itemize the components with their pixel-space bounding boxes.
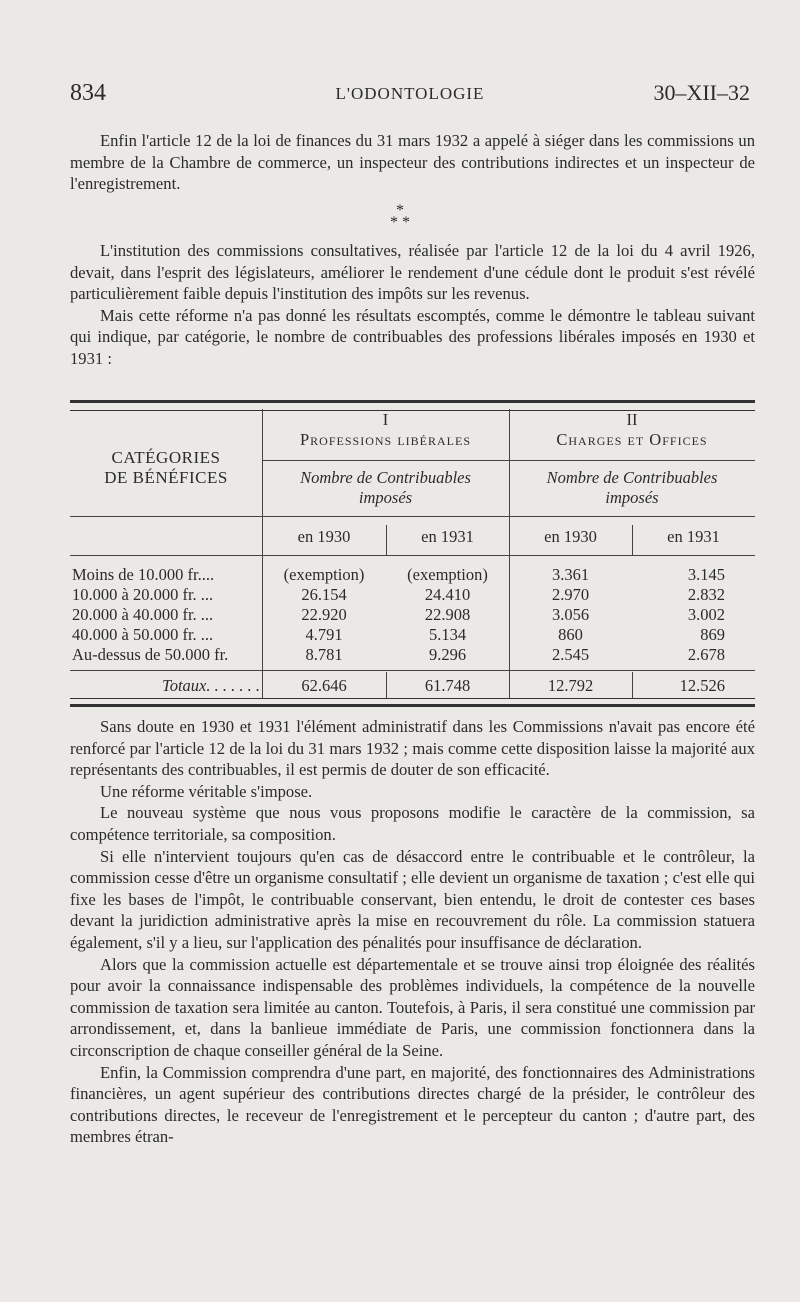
row-label: 40.000 à 50.000 fr. ... xyxy=(72,625,214,644)
asterisk-top: * xyxy=(396,202,404,219)
paragraph-text: Si elle n'intervient toujours qu'en cas de désaccord entre le contribuable et le contrôleur, la commission cesse d'être un organisme consultatif ; elle devient un organisme de taxation ; c'est elle qui fixe les bases de l'impôt, le contribuable conservant, bien entendu, le droit de contester ces bases devant la juridiction administrative après la mise en recouvrement du rôle. La commission statuera également, s'il y a lieu, sur l'application des pénalités pour insuffisance de déclaration. xyxy=(70,846,755,952)
row-label: 20.000 à 40.000 fr. ... xyxy=(72,605,214,624)
subheader-line: Nombre de Contribuables xyxy=(300,468,471,487)
total-cell: 62.646 xyxy=(301,676,347,695)
year-header-p1931: en 1931 xyxy=(421,527,474,546)
table-cell: 3.002 xyxy=(687,605,725,624)
subheader-charges xyxy=(509,468,755,508)
group-header-charges xyxy=(509,410,755,450)
table-cell: 2.832 xyxy=(687,585,725,604)
table-cell: 3.056 xyxy=(551,605,590,624)
table-row-rule xyxy=(70,516,755,517)
row-label: 10.000 à 20.000 fr. ... xyxy=(72,585,214,604)
table-cell: 24.410 xyxy=(424,585,471,604)
table-cell: 2.970 xyxy=(551,585,590,604)
running-header xyxy=(70,80,750,114)
paragraph-text: Enfin l'article 12 de la loi de finances du 31 mars 1932 a appelé à siéger dans les commissions un membre de la Chambre de commerce, un inspecteur des contributions indirectes et un inspecteur de l'enregistrement. xyxy=(70,131,755,194)
group-number: I xyxy=(382,410,389,429)
group-title: Charges et Offices xyxy=(556,430,708,449)
body-text xyxy=(70,716,755,1148)
table-cell: 3.361 xyxy=(551,565,590,584)
row-label: Au-dessus de 50.000 fr. xyxy=(72,645,229,664)
table-cell: 26.154 xyxy=(301,585,347,604)
paragraph-text: Alors que la commission actuelle est départementale et se trouve ainsi trop éloignée des réalités pour avoir la connaissance indispensable des problèmes individuels, la compétence de la nouvelle commission de taxation sera limitée au canton. Toutefois, à Paris, il sera constitué une commission par arrondissement, et, dans la banlieue immédiate de Paris, une commission fonctionnera dans la circonscription de chaque conseiller général de la Seine. xyxy=(70,954,755,1060)
paragraph-text: Mais cette réforme n'a pas donné les résultats escomptés, comme le démontre le tableau suivant qui indique, par catégorie, le nombre de contribuables des professions libérales imposés en 1930 et 1931 : xyxy=(70,305,755,368)
paragraph-text: Une réforme véritable s'impose. xyxy=(100,781,313,801)
table-cell: 2.545 xyxy=(551,645,590,664)
total-cell: 12.526 xyxy=(679,676,725,695)
paragraph-text: L'institution des commissions consultatives, réalisée par l'article 12 de la loi du 4 avril 1926, devait, dans l'esprit des législateurs, améliorer le rendement d'une cédule dont le produit s'est révélé particulièrement faible depuis l'institution des impôts sur les revenus. xyxy=(70,241,755,304)
section-separator xyxy=(360,202,440,231)
table-row-rule xyxy=(262,460,755,461)
group-title: Professions libérales xyxy=(300,430,471,449)
table-cell: (exemption) xyxy=(283,565,365,584)
year-header-c1930: en 1930 xyxy=(544,527,597,546)
group-number: II xyxy=(626,410,638,429)
paragraph-text: Le nouveau système que nous vous proposons modifie le caractère de la commission, sa compétence territoriale, sa composition. xyxy=(70,803,755,844)
table-row-rule xyxy=(70,555,755,556)
paragraph-top xyxy=(70,130,755,195)
year-header-c1931: en 1931 xyxy=(667,527,720,546)
subheader-line: imposés xyxy=(358,488,413,507)
table-cell: 4.791 xyxy=(305,625,343,644)
group-header-professions xyxy=(262,410,509,450)
table-cell: 22.908 xyxy=(424,605,471,624)
table-cell: 2.678 xyxy=(687,645,725,664)
table-bottom-rule xyxy=(70,698,755,707)
paragraph-text: Sans doute en 1930 et 1931 l'élément administratif dans les Commissions n'avait pas encore été renforcé par l'article 12 de la loi du 31 mars 1932 ; mais comme cette disposition laisse la majorité aux représentants des contribuables, il est permis de douter de son efficacité. xyxy=(70,717,755,780)
table-cell: 869 xyxy=(700,625,725,644)
subheader-professions xyxy=(262,468,509,508)
category-header-line: DE BÉNÉFICES xyxy=(104,468,228,487)
subheader-line: Nombre de Contribuables xyxy=(546,468,718,487)
year-header-p1930: en 1930 xyxy=(297,527,351,546)
table-cell: 22.920 xyxy=(301,605,347,624)
row-label: Moins de 10.000 fr.... xyxy=(72,565,215,584)
paragraph-intro xyxy=(70,240,755,370)
table-cell: 9.296 xyxy=(428,645,467,664)
table-row-rule xyxy=(70,670,755,671)
total-cell: 12.792 xyxy=(547,676,594,695)
journal-title: L'ODONTOLOGIE xyxy=(335,84,485,103)
category-header-line: CATÉGORIES xyxy=(111,448,221,467)
subheader-line: imposés xyxy=(605,488,659,507)
paragraph-text: Enfin, la Commission comprendra d'une part, en majorité, des fonctionnaires des Administrations financières, un agent supérieur des contributions directes chargé de la présider, le contrôleur des contributions directes, le receveur de l'enregistrement et le percepteur du canton ; d'autre part, des membres étran- xyxy=(70,1062,755,1147)
issue-date: 30–XII–32 xyxy=(653,80,750,105)
table-cell: 860 xyxy=(558,625,583,644)
total-cell: 61.748 xyxy=(424,676,471,695)
asterisk-bottom: * * xyxy=(390,214,410,231)
table-cell: (exemption) xyxy=(407,565,488,584)
totals-label: Totaux. . . . . . . xyxy=(162,676,260,695)
table-cell: 3.145 xyxy=(687,565,725,584)
page-number: 834 xyxy=(70,80,106,106)
table-cell: 8.781 xyxy=(305,645,343,664)
table-cell: 5.134 xyxy=(428,625,467,644)
category-header xyxy=(70,448,262,488)
